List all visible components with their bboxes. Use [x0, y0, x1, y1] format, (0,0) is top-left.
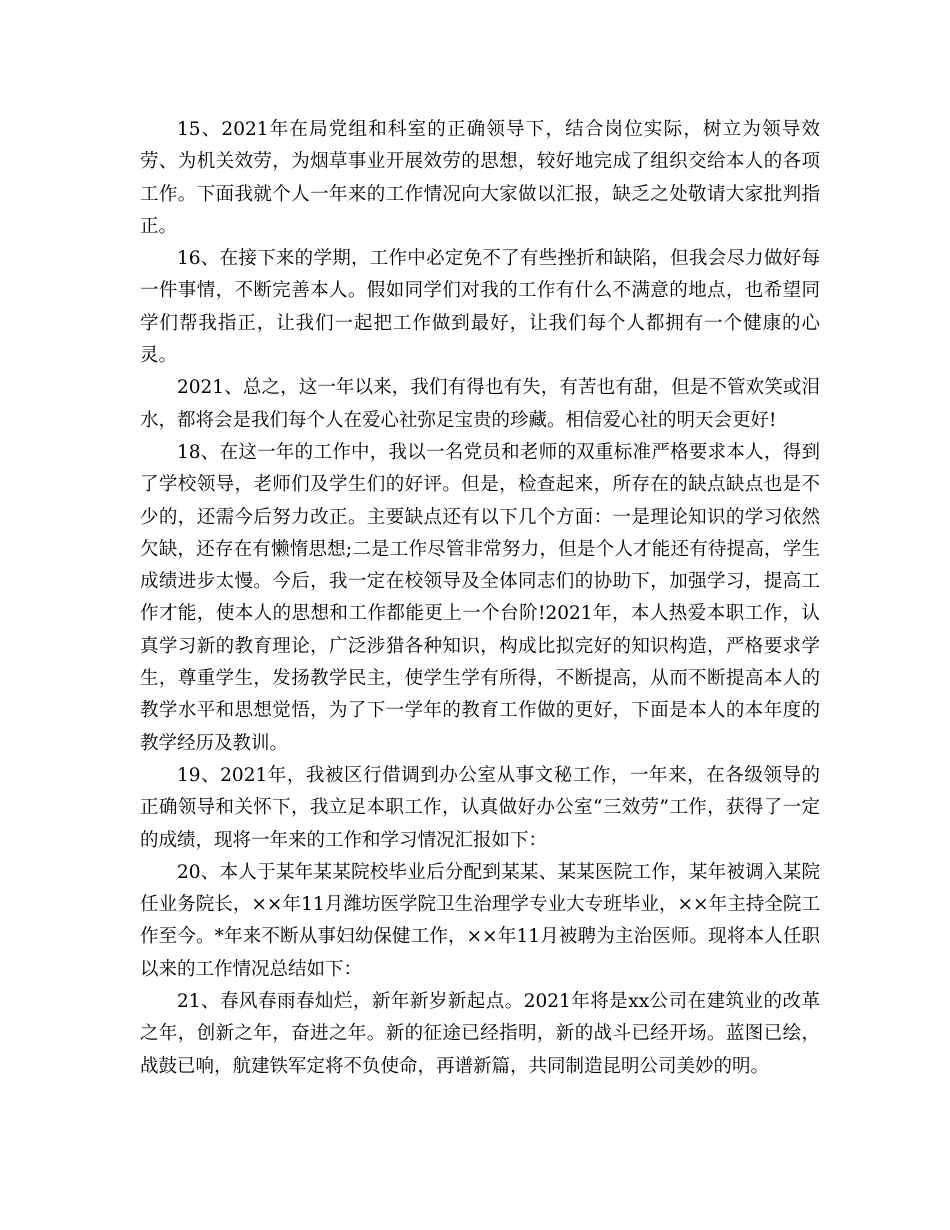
paragraph-21: 21、春风春雨春灿烂，新年新岁新起点。2021年将是xx公司在建筑业的改革之年，创新之年，奋进之年。新的征途已经指明，新的战斗已经开场。蓝图已绘，战鼓已响，航建铁军定将不负使命，再谱新篇，共同制造昆明公司美妙的明。: [140, 991, 820, 1077]
paragraph-19: 19、2021年，我被区行借调到办公室从事文秘工作，一年来，在各级领导的正确领导和关怀下，我立足本职工作，认真做好办公室“三效劳”工作，获得了一定的成绩，现将一年来的工作和学习情况汇报如下：: [140, 764, 820, 851]
paragraph-18: 18、在这一年的工作中，我以一名党员和老师的双重标准严格要求本人，得到了学校领导，老师们及学生们的好评。但是，检查起来，所存在的缺点缺点也是不少的，还需今后努力改正。主要缺点还有以下几个方面：一是理论知识的学习依然欠缺，还存在有懒惰思想;二是工作尽管非常努力，但是个人才能还有待提高，学生成绩进步太慢。今后，我一定在校领导及全体同志们的协助下，加强学习，提高工作才能，使本人的思想和工作都能更上一个台阶!2021年，本人热爱本职工作，认真学习新的教育理论，广泛涉猎各种知识，构成比拟完好的知识构造，严格要求学生，尊重学生，发扬教学民主，使学生学有所得，不断提高，从而不断提高本人的教学水平和思想觉悟，为了下一学年的教育工作做的更好，下面是本人的本年度的教学经历及教训。: [140, 441, 820, 754]
paragraph-16: 16、在接下来的学期，工作中必定免不了有些挫折和缺陷，但我会尽力做好每一件事情，不断完善本人。假如同学们对我的工作有什么不满意的地点，也希望同学们帮我指正，让我们一起把工作做到最好，让我们每个人都拥有一个健康的心灵。: [140, 248, 820, 367]
paragraph-2021: 2021、总之，这一年以来，我们有得也有失，有苦也有甜，但是不管欢笑或泪水，都将会是我们每个人在爱心社弥足宝贵的珍藏。相信爱心社的明天会更好!: [140, 377, 820, 431]
paragraph-20: 20、本人于某年某某院校毕业后分配到某某、某某医院工作，某年被调入某院任业务院长，××年11月潍坊医学院卫生治理学专业大专班毕业，××年主持全院工作至今。*年来不断从事妇幼保健工作，××年11月被聘为主治医师。现将本人任职以来的工作情况总结如下：: [140, 861, 820, 980]
document-body: [140, 114, 820, 1083]
paragraph-15: 15、2021年在局党组和科室的正确领导下，结合岗位实际，树立为领导效劳、为机关效劳，为烟草事业开展效劳的思想，较好地完成了组织交给本人的各项工作。下面我就个人一年来的工作情况向大家做以汇报，缺乏之处敬请大家批判指正。: [140, 119, 820, 237]
